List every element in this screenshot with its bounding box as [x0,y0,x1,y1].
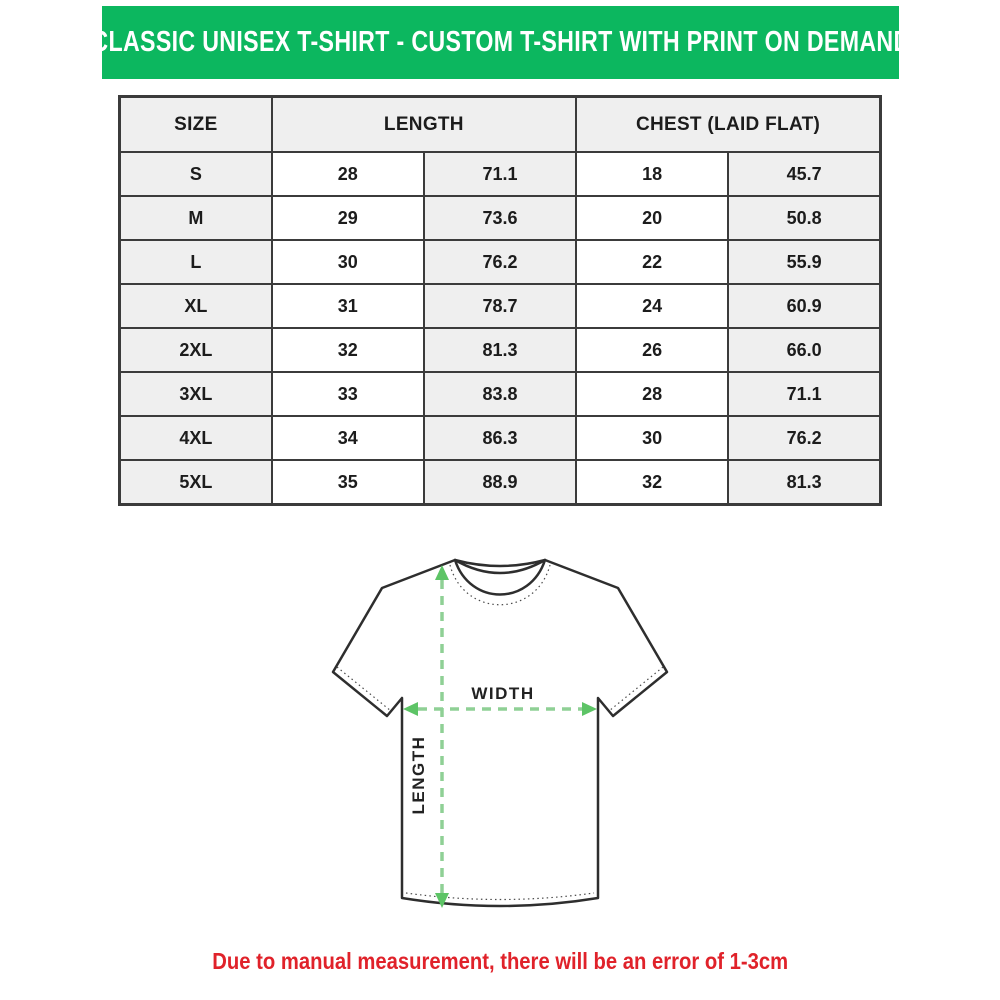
table-row [120,460,881,505]
table-row [120,372,881,416]
size-cell: S [120,152,272,196]
chest-in-cell: 28 [576,372,728,416]
length-cm-cell: 71.1 [424,152,576,196]
chest-in-cell: 26 [576,328,728,372]
size-cell: 2XL [120,328,272,372]
length-in-cell: 29 [272,196,424,240]
table-row [120,284,881,328]
length-in-cell: 30 [272,240,424,284]
width-label: WIDTH [471,684,535,703]
header-chest: CHEST (LAID FLAT) [576,97,880,153]
table-row [120,196,881,240]
size-cell: 5XL [120,460,272,505]
chest-in-cell: 24 [576,284,728,328]
measurement-note-text: Due to manual measurement, there will be an error of 1-3cm [212,948,788,974]
size-cell: L [120,240,272,284]
chest-cm-cell: 76.2 [728,416,880,460]
length-in-cell: 32 [272,328,424,372]
table-header-row [120,97,881,153]
length-in-cell: 28 [272,152,424,196]
chest-in-cell: 22 [576,240,728,284]
size-cell: M [120,196,272,240]
size-table [118,95,882,506]
page-title: CLASSIC UNISEX T-SHIRT - CUSTOM T-SHIRT WITH PRINT ON DEMAND [90,26,911,58]
length-in-cell: 31 [272,284,424,328]
chest-cm-cell: 50.8 [728,196,880,240]
tshirt-outline [333,560,667,906]
chest-cm-cell: 55.9 [728,240,880,284]
chest-in-cell: 18 [576,152,728,196]
header-size: SIZE [120,97,272,153]
size-cell: XL [120,284,272,328]
length-cm-cell: 81.3 [424,328,576,372]
length-in-cell: 33 [272,372,424,416]
length-cm-cell: 76.2 [424,240,576,284]
chest-cm-cell: 81.3 [728,460,880,505]
chest-in-cell: 32 [576,460,728,505]
length-cm-cell: 88.9 [424,460,576,505]
table-row [120,240,881,284]
tshirt-diagram [320,548,680,930]
banner [90,6,911,79]
table-row [120,152,881,196]
length-cm-cell: 73.6 [424,196,576,240]
chest-cm-cell: 45.7 [728,152,880,196]
length-cm-cell: 83.8 [424,372,576,416]
size-cell: 4XL [120,416,272,460]
chest-cm-cell: 66.0 [728,328,880,372]
size-cell: 3XL [120,372,272,416]
chest-in-cell: 20 [576,196,728,240]
chest-in-cell: 30 [576,416,728,460]
chest-cm-cell: 60.9 [728,284,880,328]
length-in-cell: 35 [272,460,424,505]
header-length: LENGTH [272,97,576,153]
chest-cm-cell: 71.1 [728,372,880,416]
table-row [120,416,881,460]
table-row [120,328,881,372]
measurement-note [0,948,1000,975]
length-cm-cell: 78.7 [424,284,576,328]
length-in-cell: 34 [272,416,424,460]
length-label: LENGTH [409,735,428,815]
length-cm-cell: 86.3 [424,416,576,460]
